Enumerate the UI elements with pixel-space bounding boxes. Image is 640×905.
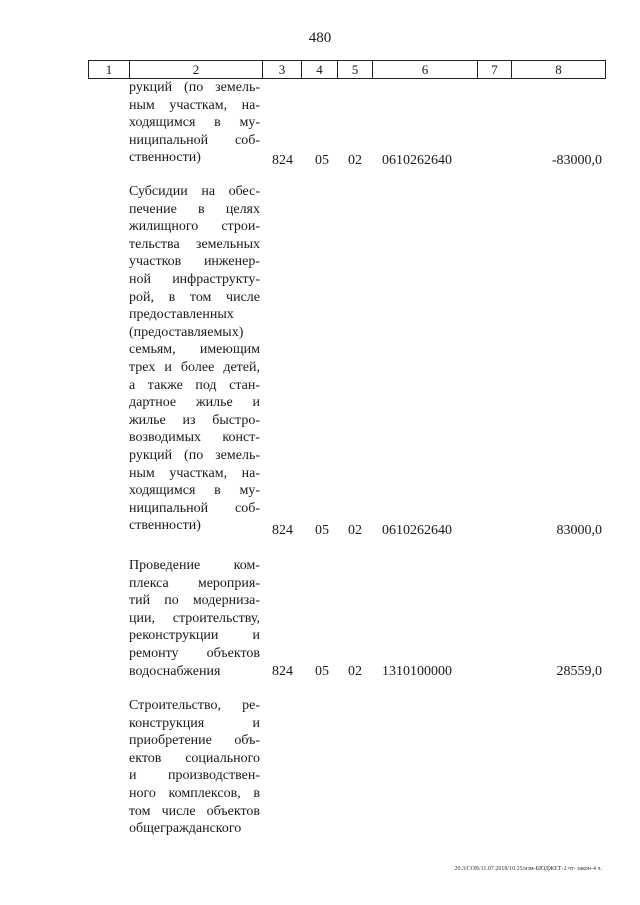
description-line: ной инфраструкту- bbox=[129, 271, 260, 287]
row-1-amount: 83000,0 bbox=[556, 523, 602, 538]
row-2-col-5: 02 bbox=[348, 664, 362, 679]
description-line: водоснабжения bbox=[129, 663, 221, 679]
description-line: приобретение объ- bbox=[129, 733, 260, 749]
row-2-col-4: 05 bbox=[315, 664, 329, 679]
description-line: ным участкам, на- bbox=[129, 97, 260, 113]
description-line: (предоставляемых) bbox=[129, 324, 244, 340]
description-line: Субсидии на обес- bbox=[129, 184, 260, 199]
description-line: тельства земельных bbox=[129, 236, 260, 252]
column-header-2: 2 bbox=[130, 61, 263, 78]
row-1-description bbox=[129, 183, 260, 535]
description-line: конструкция и bbox=[129, 715, 260, 731]
description-line: трех и более детей, bbox=[129, 359, 260, 375]
description-line: дартное жилье и bbox=[129, 395, 260, 411]
description-line: реконструкции и bbox=[129, 628, 260, 644]
column-header-4: 4 bbox=[302, 61, 338, 78]
column-header-8: 8 bbox=[555, 62, 562, 77]
description-line: рой, в том числе bbox=[129, 289, 260, 305]
description-line: и производствен- bbox=[129, 768, 260, 784]
description-line: ции, строительству, bbox=[129, 610, 260, 626]
description-line: ремонту объектов bbox=[129, 645, 260, 661]
description-line: ходящимся в му- bbox=[129, 483, 260, 499]
footer-note: 20.3/СОВ/11.07.2018/10.25/изм-БЮДЖЕТ-2 чт- закон-4 ч. bbox=[454, 866, 602, 872]
row-1-col-6: 0610262640 bbox=[382, 523, 452, 538]
row-0-col-6: 0610262640 bbox=[382, 153, 452, 168]
row-1-col-3: 824 bbox=[272, 523, 293, 538]
description-line: ным участкам, на- bbox=[129, 465, 260, 481]
column-header-5: 5 bbox=[338, 61, 373, 78]
row-3-description bbox=[129, 697, 260, 838]
column-header-7: 7 bbox=[478, 61, 512, 78]
description-line: печение в целях bbox=[129, 201, 260, 217]
description-line: общегражданского bbox=[129, 821, 242, 837]
row-1-col-5: 02 bbox=[348, 523, 362, 538]
description-line: ственности) bbox=[129, 518, 201, 534]
row-2-description bbox=[129, 557, 260, 680]
description-line: участков инженер- bbox=[129, 254, 260, 270]
description-line: ектов социального bbox=[129, 750, 260, 766]
description-line: рукций (по земель- bbox=[129, 80, 260, 95]
description-line: ного комплексов, в bbox=[129, 785, 260, 801]
description-line: возводимых конст- bbox=[129, 430, 260, 446]
row-0-description bbox=[129, 79, 260, 167]
description-line: ниципальной соб- bbox=[129, 500, 260, 516]
row-0-col-5: 02 bbox=[348, 153, 362, 168]
row-2-amount: 28559,0 bbox=[556, 664, 602, 679]
row-0-amount: -83000,0 bbox=[551, 153, 602, 168]
table-header-row bbox=[88, 60, 606, 79]
description-line: Строительство, ре- bbox=[129, 698, 260, 713]
description-line: ственности) bbox=[129, 150, 201, 166]
row-2-col-3: 824 bbox=[272, 664, 293, 679]
description-line: тий по модерниза- bbox=[129, 593, 260, 609]
column-header-3: 3 bbox=[263, 61, 302, 78]
description-line: а также под стан- bbox=[129, 377, 260, 393]
description-line: Проведение ком- bbox=[129, 558, 260, 573]
description-line: ходящимся в му- bbox=[129, 115, 260, 131]
row-0-col-4: 05 bbox=[315, 153, 329, 168]
description-line: рукций (по земель- bbox=[129, 447, 260, 463]
description-line: жилье из быстро- bbox=[129, 412, 260, 428]
column-header-6: 6 bbox=[373, 61, 478, 78]
description-line: жилищного строи- bbox=[129, 219, 260, 235]
description-line: семьям, имеющим bbox=[129, 342, 260, 358]
description-line: том числе объектов bbox=[129, 803, 260, 819]
column-header-1: 1 bbox=[89, 61, 130, 78]
row-0-col-3: 824 bbox=[272, 153, 293, 168]
row-2-col-6: 1310100000 bbox=[382, 664, 452, 679]
description-line: ниципальной соб- bbox=[129, 132, 260, 148]
row-1-col-4: 05 bbox=[315, 523, 329, 538]
description-line: плекса мероприя- bbox=[129, 575, 260, 591]
description-line: предоставленных bbox=[129, 307, 234, 323]
page-number: 480 bbox=[308, 30, 332, 46]
